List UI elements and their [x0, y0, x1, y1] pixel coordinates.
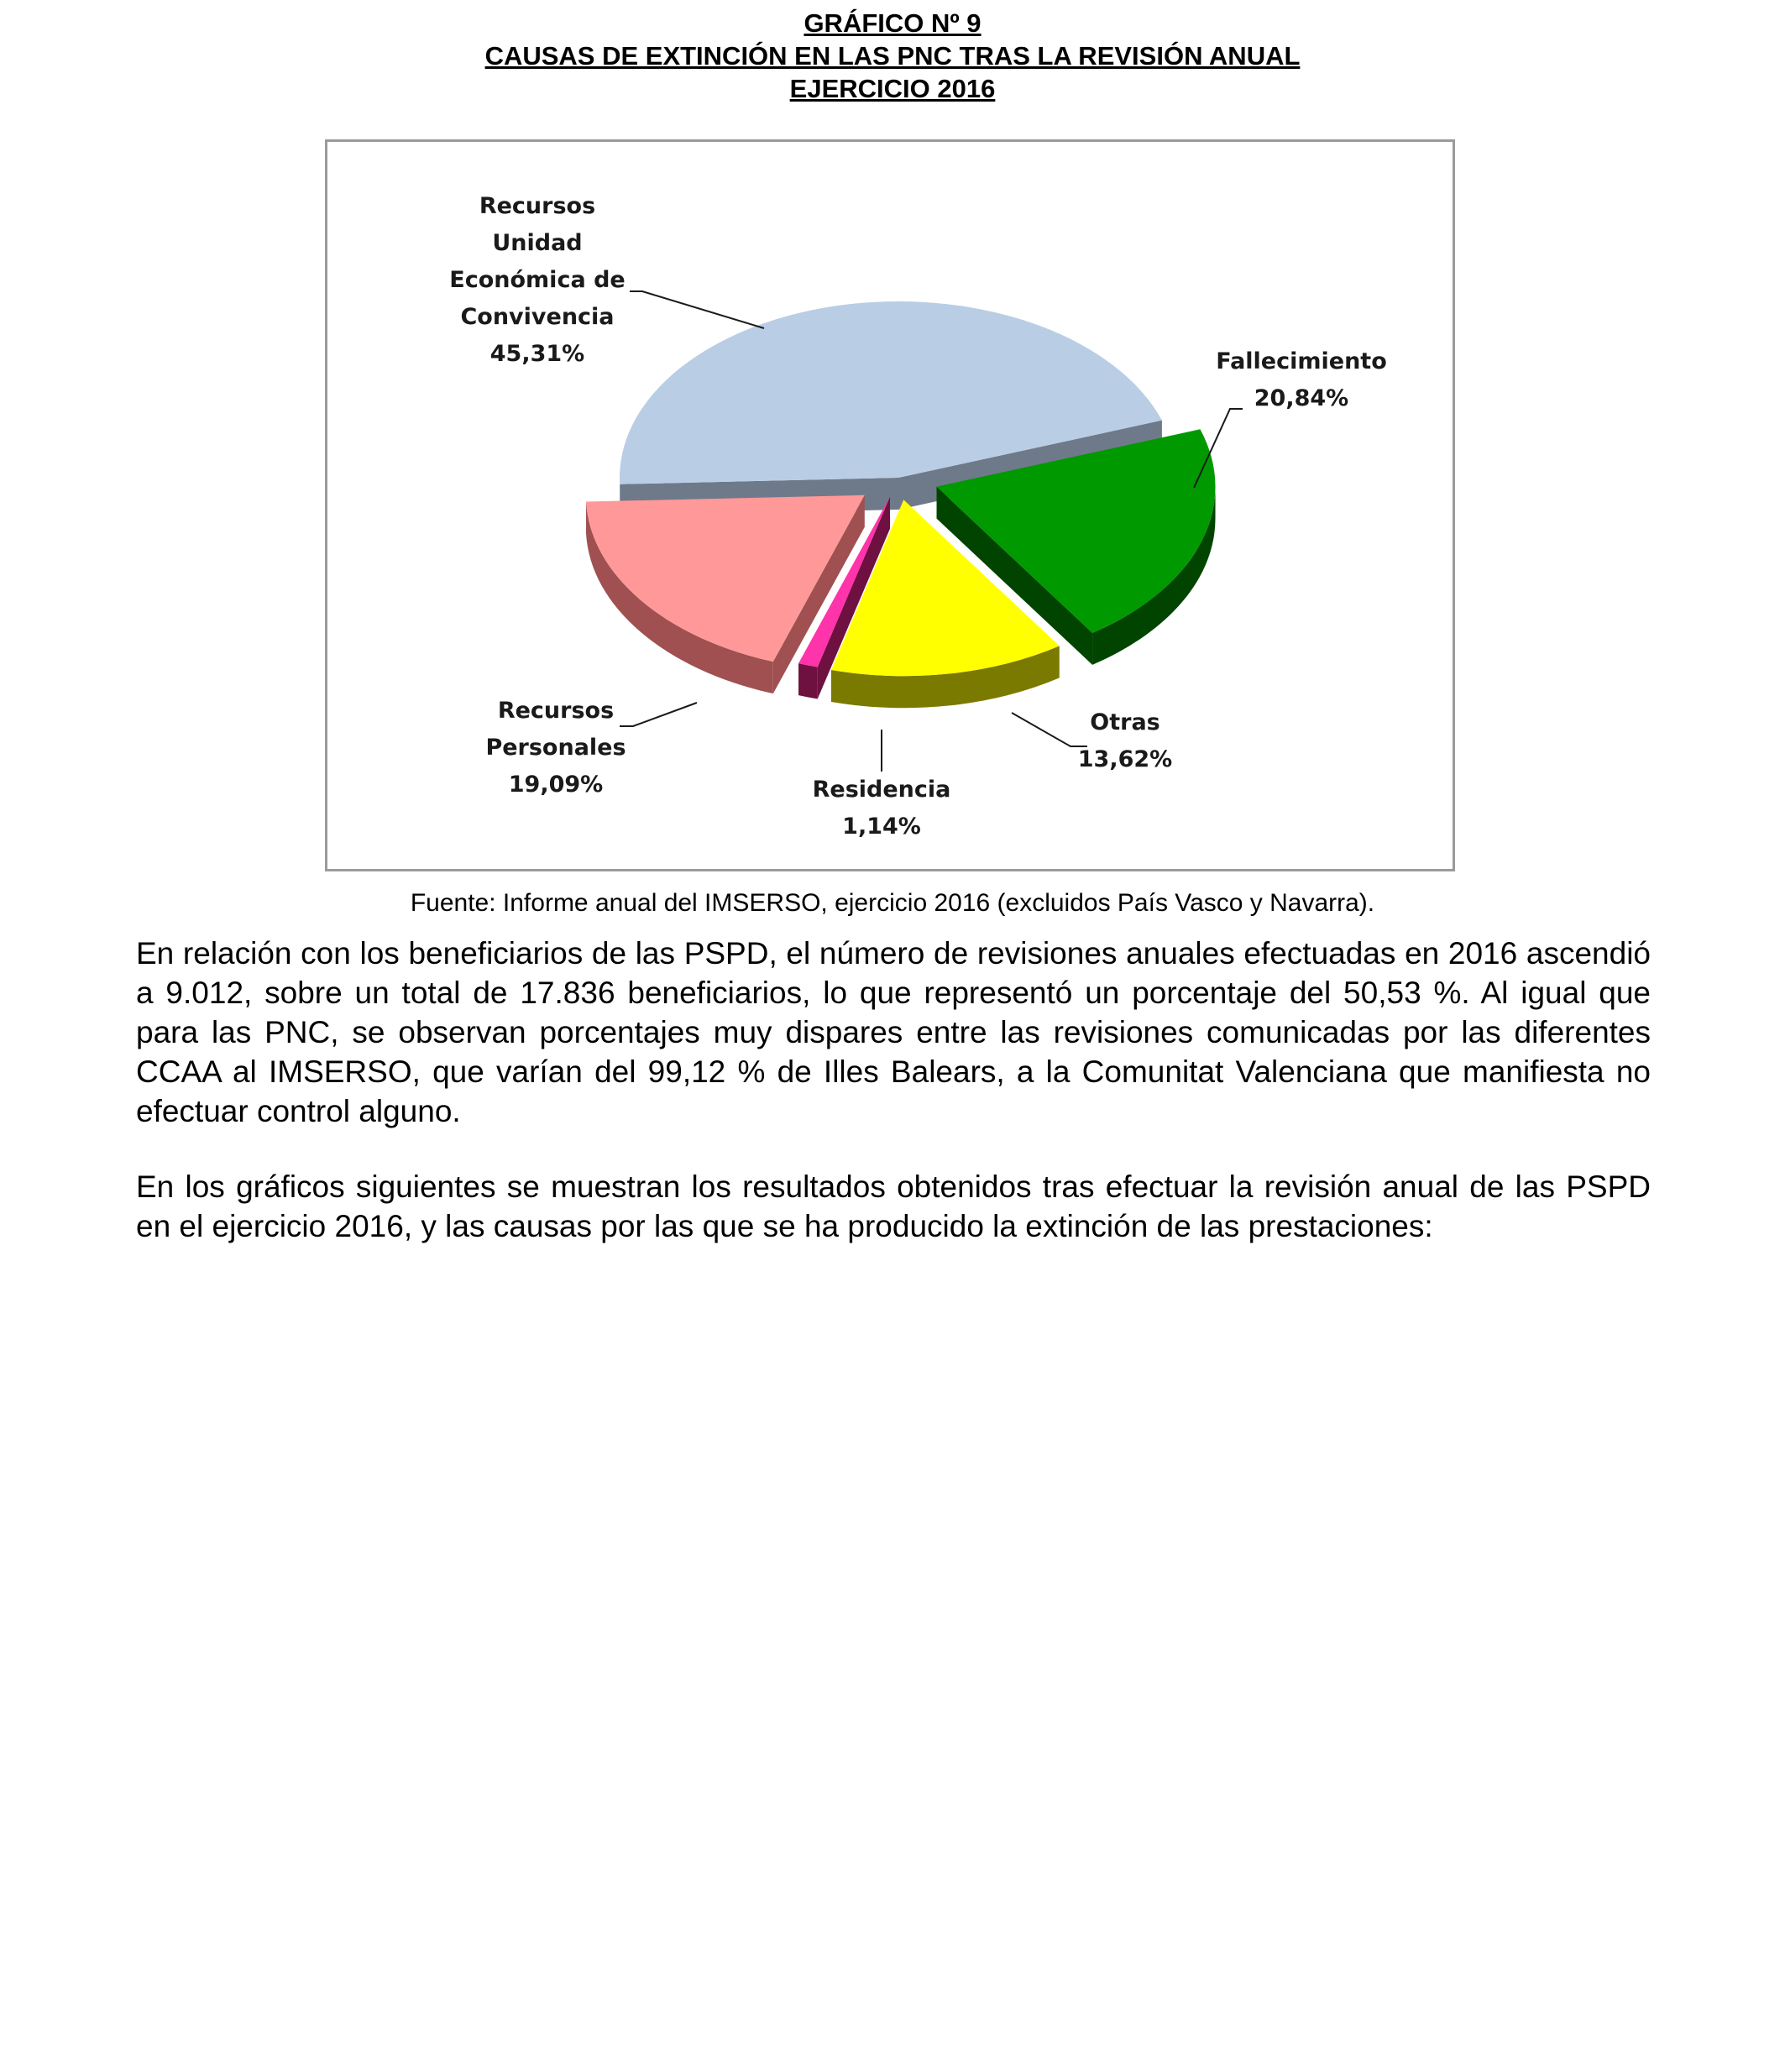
slice-label-recursos-unidad-economica-de-convivencia: Recursos	[479, 193, 596, 219]
chart-number-title: GRÁFICO Nº 9	[804, 8, 981, 38]
pie-chart	[327, 142, 1453, 869]
slice-label-recursos-unidad-economica-de-convivencia: Convivencia	[460, 304, 615, 330]
body-paragraph-2: En los gráficos siguientes se muestran los resultados obtenidos tras efectuar la revisión anual de las PSPD en el ejercicio 2016, y las causas por las que se ha producido la extinción de las prestaciones:	[136, 1169, 1651, 1243]
slice-label-recursos-personales: Recursos	[497, 698, 615, 724]
pie-side-residencia	[798, 663, 818, 699]
leader-line-recursos-unidad-economica-de-convivencia	[630, 291, 764, 328]
value-label-recursos-unidad-economica-de-convivencia: 45,31%	[489, 341, 585, 367]
value-label-fallecimiento: 20,84%	[1254, 385, 1349, 411]
body-paragraph-1: En relación con los beneficiarios de las PSPD, el número de revisiones anuales efectuadas en 2016 ascendió a 9.012, sobre un total de 17.836 beneficiarios, lo que representó un porcentaje del 50,53 %. Al igual que para las PNC, se observan porcentajes muy dispares entre las revisiones comunicadas por las diferentes CCAA al IMSERSO, que varían del 99,12 % de Illes Balears, a la Comunitat Valenciana que manifiesta no efectuar control alguno.	[136, 936, 1651, 1128]
slice-label-recursos-personales: Personales	[485, 735, 626, 761]
chart-main-title: CAUSAS DE EXTINCIÓN EN LAS PNC TRAS LA REVISIÓN ANUAL	[484, 41, 1301, 71]
slice-label-recursos-unidad-economica-de-convivencia: Unidad	[492, 230, 583, 256]
chart-year-title: EJERCICIO 2016	[789, 74, 996, 103]
source-note: Fuente: Informe anual del IMSERSO, ejercicio 2016 (excluidos País Vasco y Navarra).	[410, 889, 1375, 917]
slice-label-fallecimiento: Fallecimiento	[1216, 348, 1387, 374]
value-label-residencia: 1,14%	[842, 814, 921, 840]
value-label-recursos-personales: 19,09%	[508, 772, 604, 798]
leader-line-recursos-personales	[620, 703, 697, 726]
chart-frame	[325, 139, 1455, 871]
slice-label-residencia: Residencia	[812, 777, 951, 803]
leader-line-otras	[1012, 713, 1087, 746]
slice-label-recursos-unidad-economica-de-convivencia: Económica de	[449, 267, 626, 293]
slice-label-otras: Otras	[1090, 709, 1160, 735]
value-label-otras: 13,62%	[1077, 746, 1173, 772]
